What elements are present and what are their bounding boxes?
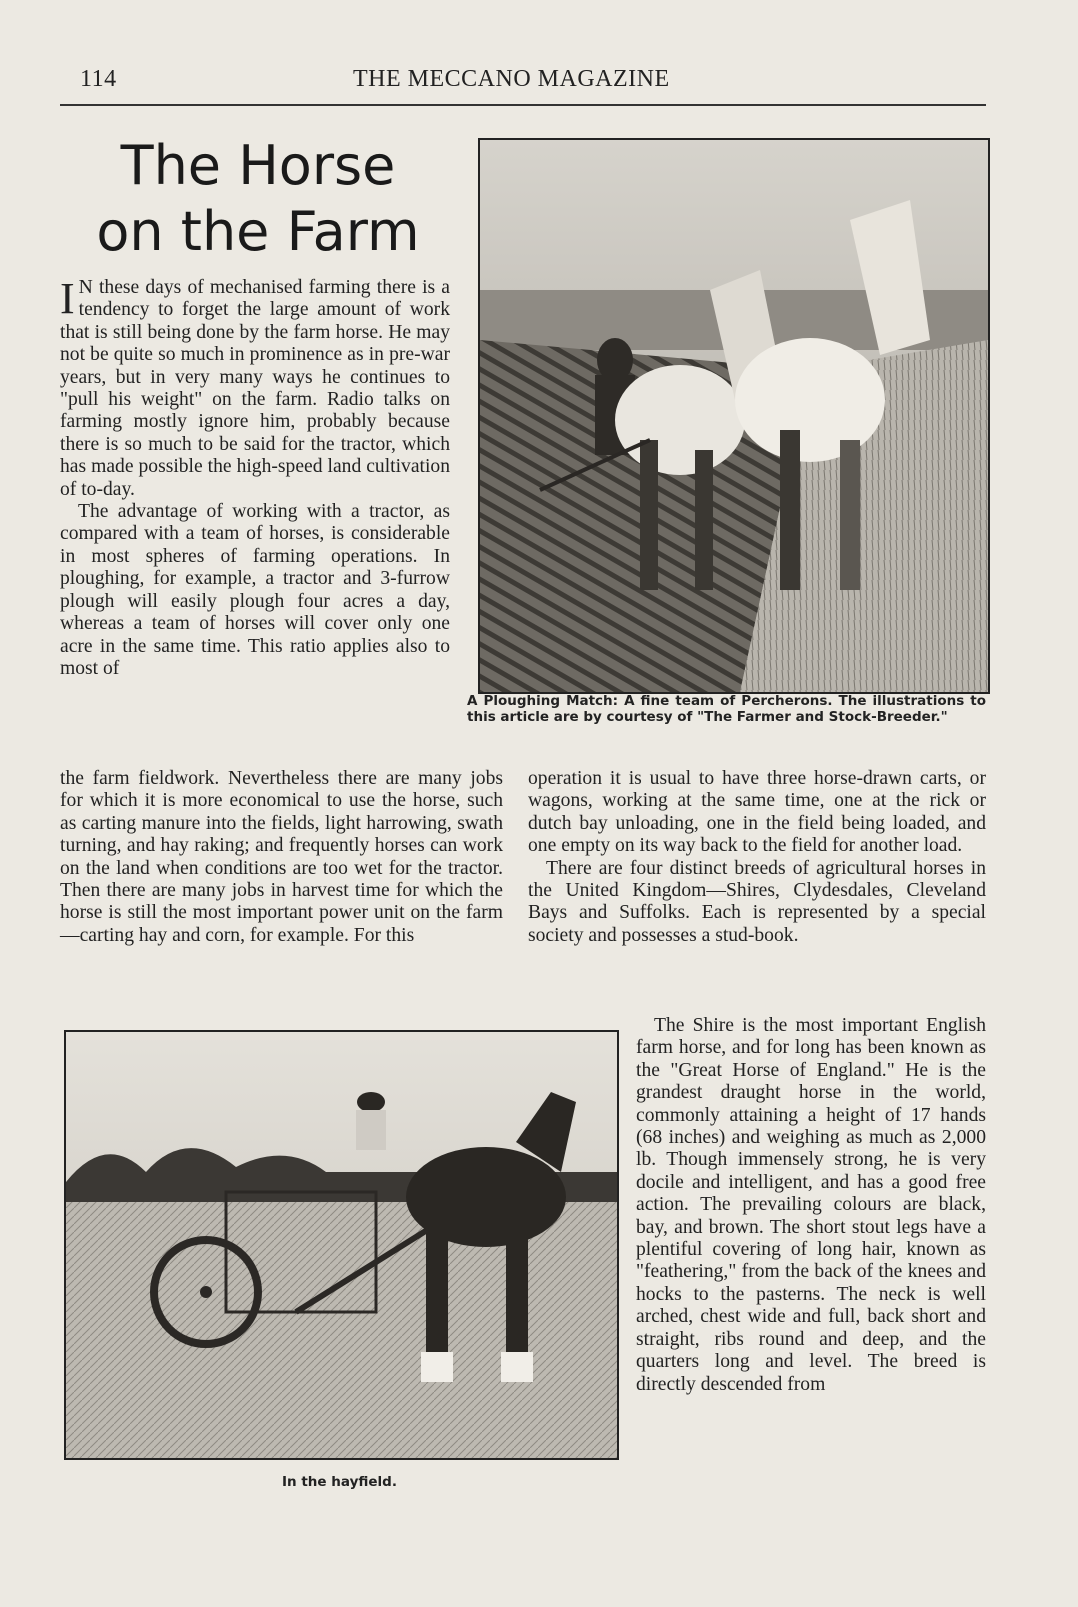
- ploughing-photo-illustration: [480, 140, 988, 692]
- paragraph-breeds: There are four distinct breeds of agricultural horses in the United Kingdom—Shires, Clydesdales, Cleveland Bays and Suffolks. Each is represented by a special society and possesses a stud-book.: [528, 857, 986, 946]
- article-column-1-continued: [60, 768, 503, 947]
- hayfield-photo-illustration: [66, 1032, 617, 1458]
- hayfield-photo: [64, 1030, 619, 1460]
- paragraph-tractor: The advantage of working with a tractor, as compared with a team of horses, is considerable in most spheres of farming operations. In ploughing, for example, a tractor and 3-furrow plough will easily plough four acres a day, whereas a team of horses will cover only one acre in the same time. This ratio applies also to most of: [60, 501, 450, 679]
- paragraph-harvest: operation it is usual to have three horse-drawn carts, or wagons, working at the same time, one at the rick or dutch bay unloading, one in the field being loaded, and one empty on its way back to the field for another load.: [528, 768, 986, 857]
- paragraph-shire: The Shire is the most important English farm horse, and for long has been known as the "Great Horse of England." He is the grandest draught horse in the world, commonly attaining a height of 17 hands (68 inches) and weighing as much as 2,000 lb. Though immensely strong, he is very docile and intelligent, and has a good free action. The prevailing colours are black, bay, and brown. The short stout legs have a plentiful covering of long hair, known as "feathering," from the back of the knees and hocks to the pasterns. The neck is well arched, chest wide and full, back short and straight, ribs round and deep, and the quarters long and level. The breed is directly descended from: [636, 1015, 986, 1395]
- title-line-1: The Horse: [120, 134, 396, 197]
- magazine-title: THE MECCANO MAGAZINE: [353, 66, 670, 92]
- paragraph-intro: IN these days of mechanised farming there is a tendency to forget the large amount of work that is still being done by the farm horse. He may not be quite so much in prominence as in pre-war years, but in very many ways he continues to "pull his weight" on the farm. Radio talks on farming mostly ignore him, probably because there is so much to be said for the tractor, which has made possible the high-speed land cultivation of to-day.: [60, 274, 450, 500]
- header-rule: [60, 104, 986, 106]
- article-column-3: [636, 1015, 986, 1396]
- ploughing-caption: A Ploughing Match: A fine team of Percherons. The illustrations to this article are by courtesy of "The Farmer and Stock-Breeder.": [467, 693, 986, 725]
- title-line-2: on the Farm: [96, 200, 420, 263]
- article-title: [60, 133, 456, 265]
- article-column-1: [60, 274, 450, 680]
- ploughing-photo: [478, 138, 990, 694]
- article-column-2: [528, 768, 986, 947]
- page-number: 114: [80, 66, 117, 92]
- paragraph-fieldwork: the farm fieldwork. Nevertheless there are many jobs for which it is more economical to use the horse, such as carting manure into the fields, light harrowing, swath turning, and hay raking; and frequently horses can work on the land when conditions are too wet for the tractor. Then there are many jobs in harvest time for which the horse is still the most important power unit on the farm—carting hay and corn, for example. For this: [60, 768, 503, 946]
- hayfield-caption: In the hayfield.: [282, 1474, 397, 1490]
